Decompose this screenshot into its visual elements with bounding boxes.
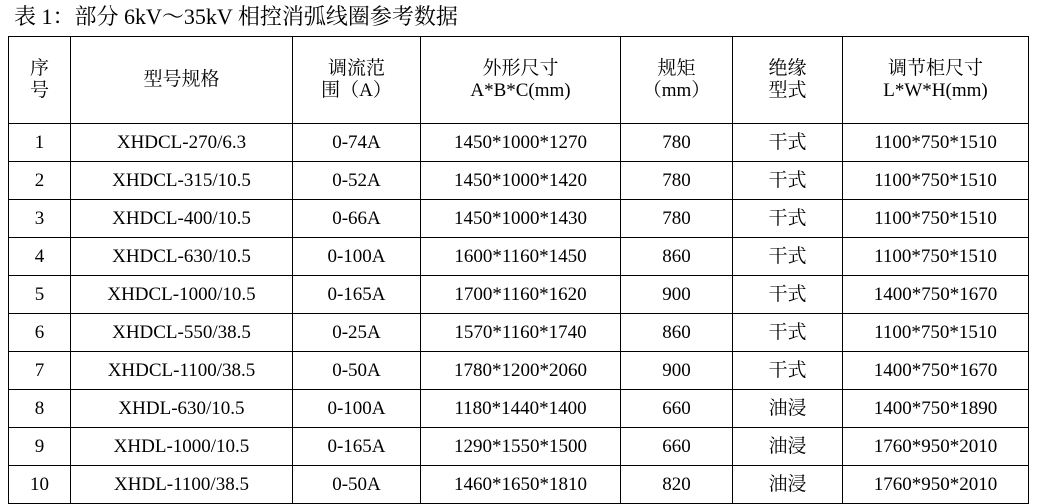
column-header-insulation bbox=[733, 37, 843, 124]
cell-cabinet-size bbox=[843, 428, 1029, 466]
column-header-current-range-line-2: 围（A） bbox=[321, 80, 392, 101]
table-row bbox=[9, 162, 1029, 200]
cell-current-range bbox=[293, 466, 421, 504]
table-caption: 表 1：部分 6kV～35kV 相控消弧线圈参考数据 bbox=[14, 4, 458, 29]
cell-text: 780 bbox=[662, 169, 691, 191]
column-header-index bbox=[9, 37, 71, 124]
cell-current-range bbox=[293, 200, 421, 238]
cell-gauge bbox=[621, 428, 733, 466]
cell-text: 4 bbox=[34, 245, 45, 267]
cell-gauge bbox=[621, 352, 733, 390]
cell-text: 0-50A bbox=[332, 359, 381, 381]
cell-dimensions bbox=[421, 428, 621, 466]
cell-cabinet-size bbox=[843, 352, 1029, 390]
table-row bbox=[9, 238, 1029, 276]
cell-index bbox=[9, 466, 71, 504]
cell-text: XHDCL-1100/38.5 bbox=[107, 359, 256, 381]
cell-text: 1450*1000*1270 bbox=[454, 131, 587, 153]
cell-text: 860 bbox=[662, 245, 691, 267]
table-row bbox=[9, 390, 1029, 428]
cell-text: 780 bbox=[662, 207, 691, 229]
table-row bbox=[9, 466, 1029, 504]
table-header bbox=[9, 37, 1029, 124]
cell-dimensions bbox=[421, 238, 621, 276]
cell-text: XHDL-1000/10.5 bbox=[113, 435, 250, 457]
cell-insulation bbox=[733, 162, 843, 200]
cell-insulation bbox=[733, 124, 843, 162]
cell-text: 1570*1160*1740 bbox=[454, 321, 587, 343]
cell-text: 0-165A bbox=[327, 283, 386, 305]
table-body bbox=[9, 124, 1029, 504]
cell-text: 1100*750*1510 bbox=[874, 169, 997, 191]
cell-model bbox=[71, 390, 293, 428]
cell-text: 860 bbox=[662, 321, 691, 343]
column-header-current-range-line-1: 调流范 bbox=[327, 58, 385, 79]
column-header-cabinet-size-line-2: L*W*H(mm) bbox=[883, 80, 988, 101]
cell-cabinet-size bbox=[843, 162, 1029, 200]
cell-cabinet-size bbox=[843, 200, 1029, 238]
cell-text: 1460*1650*1810 bbox=[454, 473, 587, 495]
cell-text: 900 bbox=[662, 359, 691, 381]
cell-text: 7 bbox=[34, 359, 45, 381]
cell-cabinet-size bbox=[843, 390, 1029, 428]
reference-data-table bbox=[8, 36, 1029, 504]
column-header-index-line-1: 序 bbox=[29, 58, 49, 79]
cell-text: XHDCL-400/10.5 bbox=[112, 207, 251, 229]
column-header-dimensions bbox=[421, 37, 621, 124]
cell-text: 1760*950*2010 bbox=[873, 435, 998, 457]
cell-current-range bbox=[293, 162, 421, 200]
cell-text: XHDCL-630/10.5 bbox=[112, 245, 251, 267]
cell-text: 1450*1000*1420 bbox=[454, 169, 587, 191]
column-header-dimensions-line-2: A*B*C(mm) bbox=[470, 80, 571, 101]
table-row bbox=[9, 124, 1029, 162]
cell-gauge bbox=[621, 200, 733, 238]
cell-text: 1780*1200*2060 bbox=[454, 359, 587, 381]
cell-text: 干式 bbox=[768, 245, 807, 267]
column-header-model bbox=[71, 37, 293, 124]
cell-index bbox=[9, 124, 71, 162]
cell-text: 干式 bbox=[768, 321, 807, 343]
cell-model bbox=[71, 276, 293, 314]
cell-model bbox=[71, 428, 293, 466]
cell-text: 1760*950*2010 bbox=[873, 473, 998, 495]
cell-text: 1100*750*1510 bbox=[874, 245, 997, 267]
cell-text: 油浸 bbox=[768, 397, 807, 419]
table-row bbox=[9, 276, 1029, 314]
cell-text: 0-74A bbox=[332, 131, 381, 153]
cell-text: 820 bbox=[662, 473, 691, 495]
cell-text: 0-25A bbox=[332, 321, 381, 343]
cell-cabinet-size bbox=[843, 238, 1029, 276]
column-header-cabinet-size bbox=[843, 37, 1029, 124]
cell-text: 660 bbox=[662, 435, 691, 457]
cell-text: 油浸 bbox=[768, 473, 807, 495]
cell-text: 油浸 bbox=[768, 435, 807, 457]
cell-dimensions bbox=[421, 352, 621, 390]
cell-text: 1100*750*1510 bbox=[874, 207, 997, 229]
cell-index bbox=[9, 314, 71, 352]
cell-text: 6 bbox=[34, 321, 45, 343]
cell-text: 0-50A bbox=[332, 473, 381, 495]
cell-text: 3 bbox=[34, 207, 45, 229]
cell-dimensions bbox=[421, 314, 621, 352]
cell-text: 干式 bbox=[768, 359, 807, 381]
cell-text: 1400*750*1670 bbox=[873, 359, 998, 381]
cell-text: 8 bbox=[34, 397, 45, 419]
cell-text: 0-100A bbox=[327, 397, 386, 419]
cell-text: 0-66A bbox=[332, 207, 381, 229]
column-header-gauge bbox=[621, 37, 733, 124]
cell-cabinet-size bbox=[843, 276, 1029, 314]
cell-insulation bbox=[733, 390, 843, 428]
cell-index bbox=[9, 390, 71, 428]
cell-current-range bbox=[293, 276, 421, 314]
cell-text: XHDCL-270/6.3 bbox=[116, 131, 247, 153]
cell-current-range bbox=[293, 390, 421, 428]
cell-insulation bbox=[733, 200, 843, 238]
cell-gauge bbox=[621, 314, 733, 352]
cell-insulation bbox=[733, 466, 843, 504]
cell-dimensions bbox=[421, 200, 621, 238]
cell-dimensions bbox=[421, 276, 621, 314]
cell-index bbox=[9, 238, 71, 276]
cell-cabinet-size bbox=[843, 124, 1029, 162]
cell-text: XHDCL-550/38.5 bbox=[112, 321, 251, 343]
cell-text: XHDL-1100/38.5 bbox=[114, 473, 249, 495]
cell-text: 900 bbox=[662, 283, 691, 305]
cell-text: 10 bbox=[30, 473, 49, 495]
cell-text: 1 bbox=[34, 131, 45, 153]
cell-text: 1100*750*1510 bbox=[874, 321, 997, 343]
column-header-insulation-line-1: 绝缘 bbox=[768, 58, 807, 79]
cell-index bbox=[9, 428, 71, 466]
cell-current-range bbox=[293, 314, 421, 352]
column-header-dimensions-line-1: 外形尺寸 bbox=[482, 58, 559, 79]
cell-text: 9 bbox=[34, 435, 45, 457]
cell-index bbox=[9, 352, 71, 390]
cell-model bbox=[71, 314, 293, 352]
cell-index bbox=[9, 162, 71, 200]
cell-cabinet-size bbox=[843, 466, 1029, 504]
cell-current-range bbox=[293, 428, 421, 466]
cell-text: 干式 bbox=[768, 169, 807, 191]
cell-dimensions bbox=[421, 466, 621, 504]
cell-model bbox=[71, 162, 293, 200]
cell-gauge bbox=[621, 238, 733, 276]
cell-current-range bbox=[293, 352, 421, 390]
cell-cabinet-size bbox=[843, 314, 1029, 352]
cell-gauge bbox=[621, 276, 733, 314]
cell-gauge bbox=[621, 124, 733, 162]
column-header-cabinet-size-line-1: 调节柜尺寸 bbox=[887, 58, 983, 79]
column-header-model-line-1: 型号规格 bbox=[143, 69, 220, 90]
cell-insulation bbox=[733, 238, 843, 276]
cell-insulation bbox=[733, 428, 843, 466]
cell-current-range bbox=[293, 238, 421, 276]
cell-text: 1600*1160*1450 bbox=[454, 245, 587, 267]
cell-insulation bbox=[733, 352, 843, 390]
cell-text: 干式 bbox=[768, 131, 807, 153]
cell-text: 2 bbox=[34, 169, 45, 191]
cell-dimensions bbox=[421, 162, 621, 200]
table-header-row bbox=[9, 37, 1029, 124]
cell-gauge bbox=[621, 390, 733, 428]
column-header-insulation-line-2: 型式 bbox=[768, 80, 807, 101]
cell-text: 5 bbox=[34, 283, 45, 305]
cell-model bbox=[71, 124, 293, 162]
cell-text: 1290*1550*1500 bbox=[454, 435, 587, 457]
cell-text: 1700*1160*1620 bbox=[454, 283, 587, 305]
cell-dimensions bbox=[421, 124, 621, 162]
cell-dimensions bbox=[421, 390, 621, 428]
cell-text: 干式 bbox=[768, 283, 807, 305]
cell-model bbox=[71, 200, 293, 238]
cell-text: 1400*750*1670 bbox=[873, 283, 998, 305]
cell-text: 0-52A bbox=[332, 169, 381, 191]
cell-insulation bbox=[733, 314, 843, 352]
cell-index bbox=[9, 200, 71, 238]
table-row bbox=[9, 352, 1029, 390]
column-header-gauge-line-1: 规矩 bbox=[657, 58, 696, 79]
cell-current-range bbox=[293, 124, 421, 162]
cell-model bbox=[71, 238, 293, 276]
cell-model bbox=[71, 466, 293, 504]
cell-text: XHDCL-315/10.5 bbox=[112, 169, 251, 191]
cell-text: 1400*750*1890 bbox=[873, 397, 998, 419]
cell-text: XHDL-630/10.5 bbox=[118, 397, 245, 419]
column-header-gauge-line-2: （mm） bbox=[642, 80, 711, 101]
cell-text: 0-165A bbox=[327, 435, 386, 457]
cell-text: 660 bbox=[662, 397, 691, 419]
cell-text: 干式 bbox=[768, 207, 807, 229]
cell-text: 1100*750*1510 bbox=[874, 131, 997, 153]
cell-text: 780 bbox=[662, 131, 691, 153]
cell-model bbox=[71, 352, 293, 390]
table-row bbox=[9, 428, 1029, 466]
cell-text: 0-100A bbox=[327, 245, 386, 267]
column-header-index-line-2: 号 bbox=[29, 80, 49, 101]
cell-gauge bbox=[621, 162, 733, 200]
cell-index bbox=[9, 276, 71, 314]
cell-text: 1450*1000*1430 bbox=[454, 207, 587, 229]
cell-insulation bbox=[733, 276, 843, 314]
table-row bbox=[9, 314, 1029, 352]
cell-gauge bbox=[621, 466, 733, 504]
cell-text: XHDCL-1000/10.5 bbox=[107, 283, 256, 305]
column-header-current-range bbox=[293, 37, 421, 124]
cell-text: 1180*1440*1400 bbox=[454, 397, 587, 419]
table-row bbox=[9, 200, 1029, 238]
